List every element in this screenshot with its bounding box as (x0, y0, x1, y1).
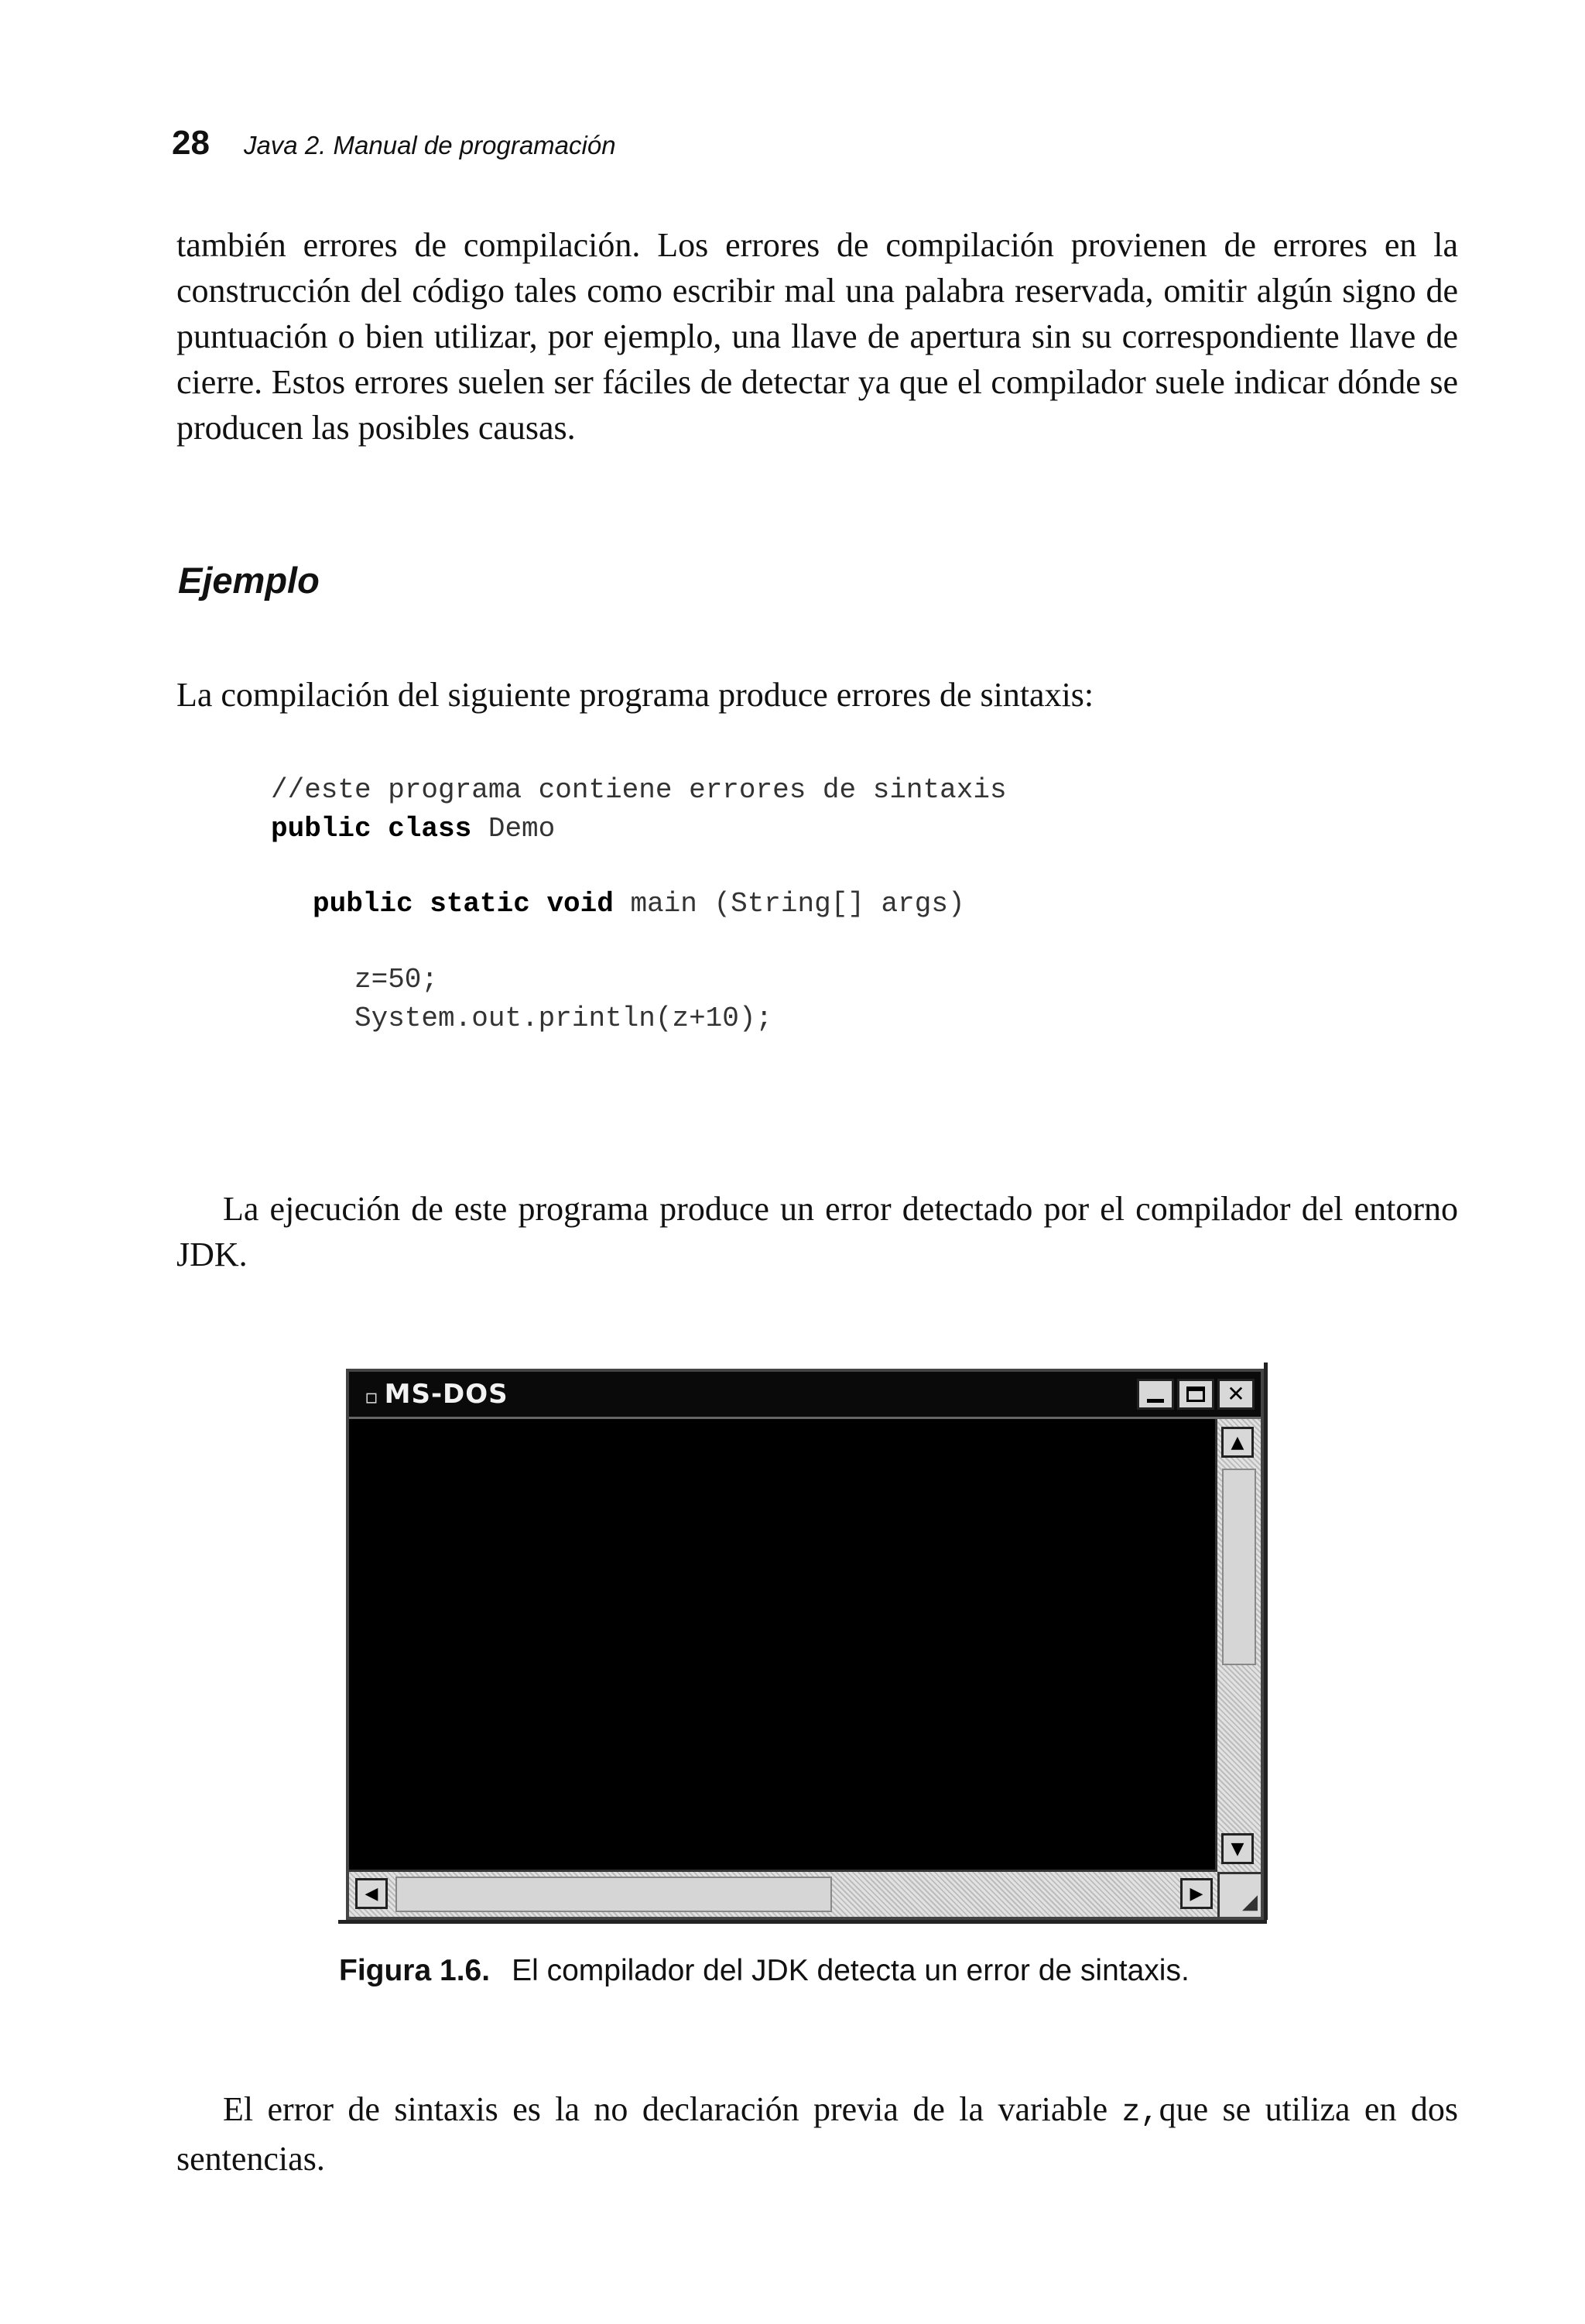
resize-grip-icon[interactable]: ◢ (1217, 1872, 1261, 1917)
paragraph-text: El error de sintaxis es la no declaración previa de la variable (223, 2090, 1122, 2128)
paragraph-error-explanation (176, 2086, 1458, 2182)
msdos-app-icon: ▫ (365, 1386, 378, 1409)
page-number: 28 (172, 124, 210, 162)
window-title: MS-DOS (384, 1379, 508, 1410)
horizontal-scrollbar[interactable] (349, 1870, 1217, 1917)
console-output-area[interactable] (349, 1419, 1217, 1872)
code-keyword: public static void (313, 888, 614, 920)
scroll-right-icon[interactable]: ▶ (1180, 1878, 1213, 1909)
paragraph-text: que se utiliza en dos sentencias. (176, 2090, 1458, 2178)
scroll-left-icon[interactable]: ◀ (355, 1878, 388, 1909)
paragraph-execution: La ejecución de este programa produce un error detectado por el compilador del entorno JDK. (176, 1190, 1458, 1273)
close-button[interactable]: ✕ (1217, 1379, 1255, 1410)
code-main-signature: main (String[] args) (613, 888, 965, 920)
figure-label: Figura 1.6. (339, 1954, 491, 1987)
msdos-window (346, 1369, 1264, 1920)
code-class-line (271, 813, 555, 845)
horizontal-scroll-thumb[interactable] (395, 1877, 832, 1912)
window-controls (1137, 1379, 1255, 1410)
code-comment-line: //este programa contiene errores de sintaxis (271, 774, 1007, 806)
maximize-button[interactable] (1177, 1379, 1214, 1410)
window-titlebar[interactable] (349, 1372, 1261, 1419)
page-header (172, 124, 616, 170)
scroll-down-icon[interactable]: ▼ (1221, 1833, 1254, 1864)
vertical-scrollbar[interactable] (1215, 1419, 1261, 1872)
paragraph-compile-errors: también errores de compilación. Los errores de compilación provienen de errores en la construcción del código tales como escribir mal una palabra reservada, omitir algún signo de puntuación o bien utilizar, por ejemplo, una llave de apertura sin su correspondiente llave de cierre. Estos errores suelen ser fáciles de detectar ya que el compilador suele indicar dónde se producen las posibles causas. (176, 226, 1458, 447)
figure-caption (339, 1954, 1190, 1988)
running-title: Java 2. Manual de programación (243, 131, 616, 159)
section-heading: Ejemplo (178, 560, 320, 601)
window-shadow (1264, 1363, 1268, 1920)
paragraph-example-intro: La compilación del siguiente programa produce errores de sintaxis: (176, 676, 1094, 714)
code-keyword: public class (271, 813, 472, 845)
window-shadow (338, 1920, 1267, 1924)
code-class-name: Demo (471, 813, 556, 845)
vertical-scroll-thumb[interactable] (1222, 1469, 1256, 1665)
figure-caption-text: El compilador del JDK detecta un error de sintaxis. (512, 1954, 1190, 1987)
code-assign-line: z=50; (354, 964, 439, 996)
code-listing (271, 774, 1007, 1034)
code-print-line: System.out.println(z+10); (354, 1003, 773, 1034)
inline-code-variable: z, (1121, 2096, 1159, 2130)
code-main-line (313, 888, 965, 920)
minimize-button[interactable] (1137, 1379, 1174, 1410)
scroll-up-icon[interactable]: ▲ (1221, 1427, 1254, 1458)
